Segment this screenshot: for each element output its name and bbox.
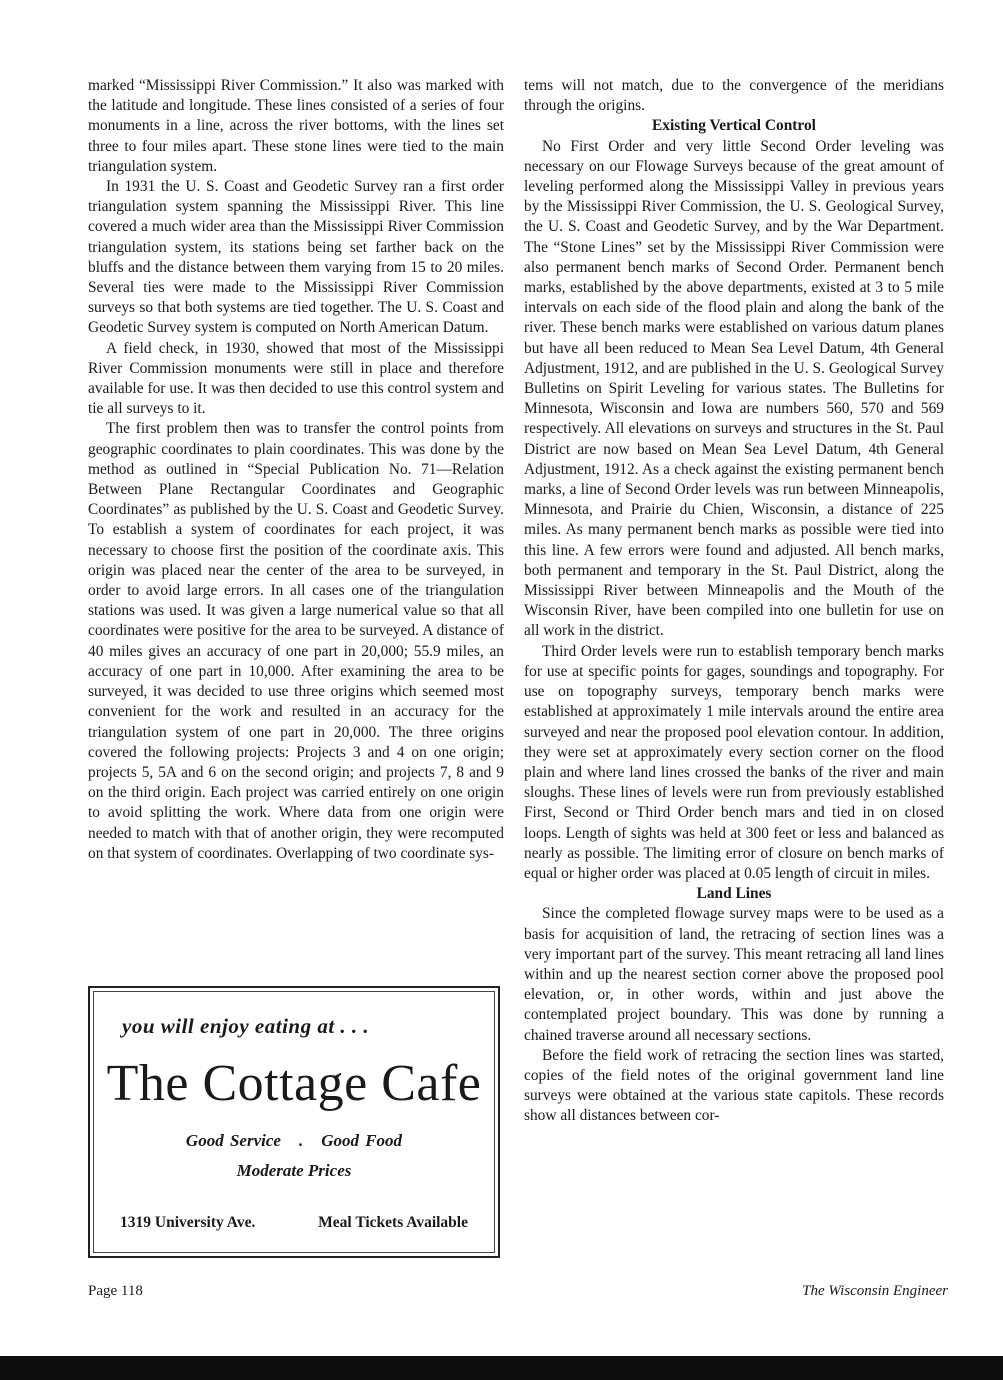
paragraph: tems will not match, due to the convergence of the meridians through the origins. bbox=[524, 77, 944, 115]
ad-separator: . bbox=[298, 1131, 304, 1150]
ad-business-name: The Cottage Cafe bbox=[106, 1055, 482, 1112]
section-heading-land-lines: Land Lines bbox=[696, 885, 772, 903]
paragraph: Third Order levels were run to establish temporary bench marks for use at specific points for gages, soundings and topography. For use on topography surveys, temporary bench marks were established at approximately 1 mile intervals around the entire area surveyed and near the proposed pool elevation contour. In addition, they were set at approximately every section corner on the flood plain and where land lines crossed the banks of the river and main sloughs. These lines of levels were run from previously established First, Second or Third Order bench mars and tied in on closed loops. Length of sights was held at 300 feet or less and balanced as nearly as possible. The limiting error of closure on bench marks of equal or higher order was placed at 0.05 length of circuit in miles. bbox=[524, 642, 944, 882]
ad-service: Good Service bbox=[185, 1131, 281, 1150]
paragraph: In 1931 the U. S. Coast and Geodetic Survey ran a first order triangulation system spanning the Mississippi River. This line covered a much wider area than the Mississippi River Commission triangulation system, its stations being set farther back on the bluffs and the distance between them varying from 15 to 20 miles. Several ties were made to the Mississippi River Commission surveys so that both systems are tied together. The U. S. Coast and Geodetic Survey system is computed on North American Datum. bbox=[88, 178, 504, 337]
left-column bbox=[88, 76, 504, 864]
paragraph: Since the completed flowage survey maps were to be used as a basis for acquisition of land, the retracing of section lines was a very important part of the survey. This meant retracing all land lines within and up the nearest section corner above the proposed pool elevation, or, in other words, within and just above the contemplated project boundary. This was done by running a chained traverse around all necessary sections. bbox=[524, 905, 944, 1044]
page-number: Page 118 bbox=[88, 1283, 143, 1299]
right-column bbox=[524, 76, 944, 1127]
ad-food: Good Food bbox=[321, 1131, 403, 1150]
journal-title: The Wisconsin Engineer bbox=[802, 1283, 948, 1299]
paragraph: marked “Mississippi River Commission.” It also was marked with the latitude and longitude. These lines consisted of a series of four monuments in a line, across the river bottoms, with the lines set three to four miles apart. These stone lines were tied to the main triangulation system. bbox=[88, 77, 504, 175]
ad-prices: Moderate Prices bbox=[236, 1161, 352, 1180]
paragraph: The first problem then was to transfer the control points from geographic coordinates to plain coordinates. This was done by the method as outlined in “Special Publication No. 71—Relation Between Plane Rectangular Coordinates and Geographic Coordinates” as published by the U. S. Coast and Geodetic Survey. To establish a system of coordinates for each project, it was necessary to choose first the position of the coordinate axis. This origin was placed near the center of the area to be surveyed, in order to avoid large errors. In all cases one of the triangulation stations was used. It was given a large numerical value so that all coordinates were positive for the area to be surveyed. A distance of 40 miles gives an accuracy of one part in 20,000; 55.9 miles, an accuracy of one part in 10,000. After examining the area to be surveyed, it was decided to use three origins which seemed most convenient for the work and resulted in an accuracy for the triangulation system of one part in 20,000. The three origins covered the following projects: Projects 3 and 4 on one origin; projects 5, 5A and 6 on the second origin; and projects 7, 8 and 9 on the third origin. Each project was carried entirely on one origin to avoid splitting the work. Where data from one origin were needed to match with that of another origin, they were recomputed on that system of coordinates. Overlapping of two coordinate sys- bbox=[88, 420, 504, 862]
ad-features bbox=[94, 1131, 494, 1151]
ad-inner-frame bbox=[93, 991, 495, 1253]
scan-edge-bar bbox=[0, 1356, 1003, 1380]
paragraph: Before the field work of retracing the section lines was started, copies of the field notes of the original government land line surveys were obtained at the various state capitols. These records show all distances between cor- bbox=[524, 1046, 944, 1125]
cafe-advertisement bbox=[88, 986, 500, 1258]
paragraph: No First Order and very little Second Order leveling was necessary on our Flowage Surveys because of the great amount of leveling performed along the Mississippi Valley in previous years by the Mississippi River Commission, the U. S. Geological Survey, the U. S. Coast and Geodetic Survey, and by the War Department. The “Stone Lines” set by the Mississippi River Commission were also permanent bench marks of Second Order. Permanent bench marks, established by the above departments, existed at 3 to 5 mile intervals on each side of the flood plain and along the bank of the river. These bench marks were established on various datum planes but have all been reduced to Mean Sea Level Datum, 4th General Adjustment, 1912, and are published in the U. S. Geological Survey Bulletins on Spirit Leveling for various states. The Bulletins for Minnesota, Wisconsin and Iowa are numbers 560, 570 and 569 respectively. All elevations on surveys and structures in the St. Paul District are now based on Mean Sea Level Datum, 4th General Adjustment, 1912. As a check against the existing permanent bench marks, a line of Second Order levels was run between Minneapolis, Minnesota, and Prairie du Chien, Wisconsin, a distance of 225 miles. As many permanent bench marks as possible were tied into this line. A few errors were found and adjusted. All bench marks, both permanent and temporary in the St. Paul District, along the Mississippi River between Minneapolis and the Mouth of the Wisconsin River, have been compiled into one bulletin for use on all work in the district. bbox=[524, 137, 944, 640]
ad-address: 1319 University Ave. bbox=[120, 1214, 256, 1231]
paragraph: A field check, in 1930, showed that most of the Mississippi River Commission monuments were still in place and therefore available for use. It was then decided to use this control system and tie all surveys to it. bbox=[88, 339, 504, 418]
section-heading-vertical-control: Existing Vertical Control bbox=[652, 117, 816, 135]
ad-meal-tickets: Meal Tickets Available bbox=[318, 1214, 468, 1231]
ad-tagline: you will enjoy eating at . . . bbox=[122, 1014, 370, 1038]
